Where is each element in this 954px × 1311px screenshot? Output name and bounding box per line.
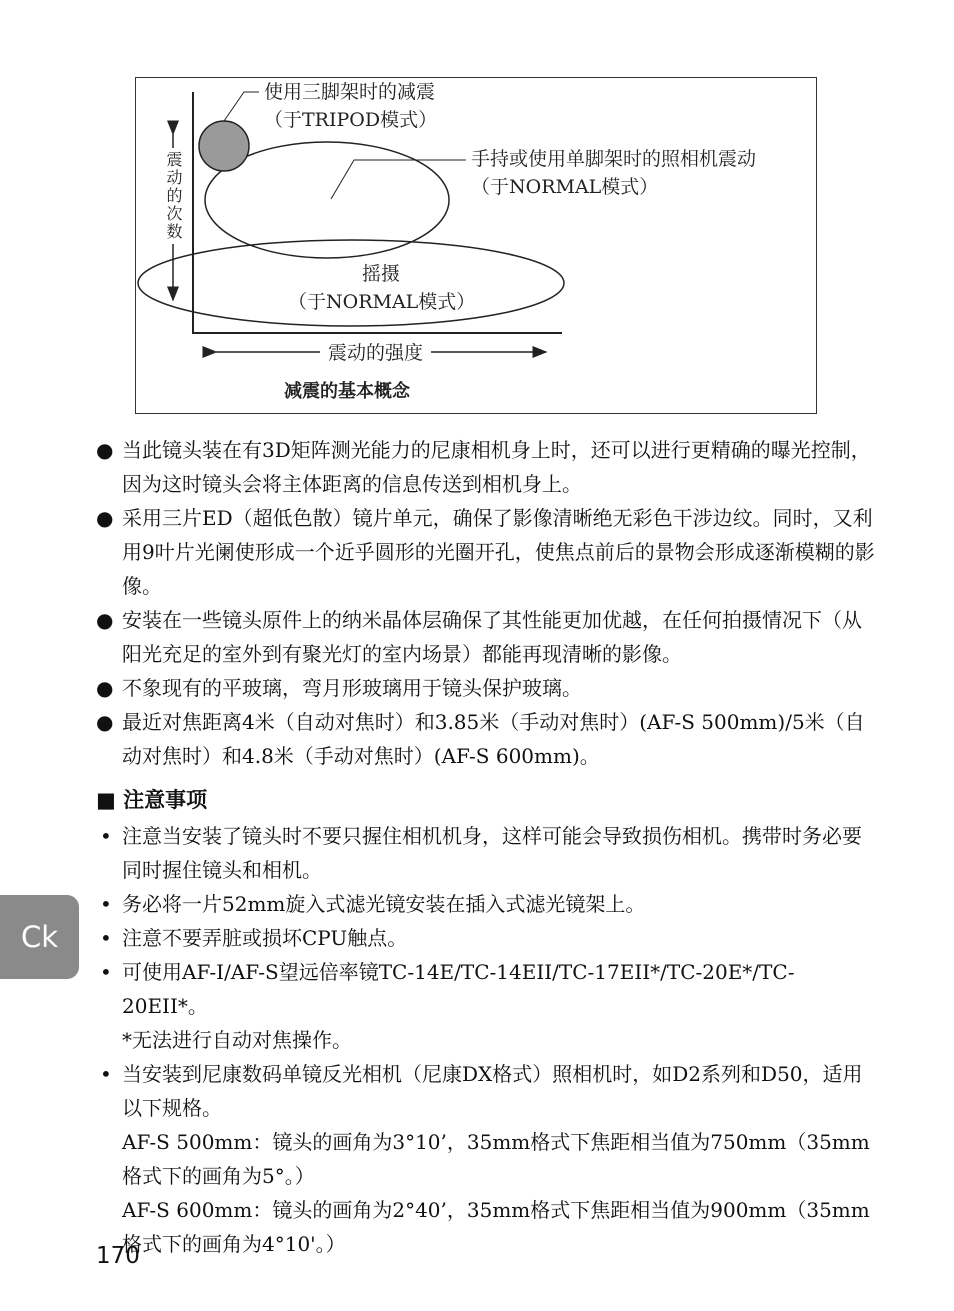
figure-caption: 减震的基本概念 <box>284 381 410 402</box>
bullet-icon: ● <box>96 506 114 530</box>
tripod-vr-circle <box>199 121 249 171</box>
notes-heading: ■ 注意事项 <box>96 788 208 812</box>
language-tab: Ck <box>0 895 79 979</box>
tripod-label-line2: （于TRIPOD模式） <box>264 109 438 131</box>
tripod-leader-line <box>224 92 259 121</box>
x-axis-label: 震动的强度 <box>320 338 431 365</box>
dot-icon: • <box>100 1062 112 1086</box>
bullet-icon: ● <box>96 710 114 734</box>
bullet-icon: ● <box>96 676 114 700</box>
tripod-label-line1: 使用三脚架时的减震 <box>264 81 436 103</box>
note-item <box>96 921 876 955</box>
note-text: 可使用AF-I/AF-S望远倍率镜TC-14E/TC-14EII/TC-17EII*/TC-20E*/TC-20EII*。 <box>122 960 795 1018</box>
dot-icon: • <box>100 824 112 848</box>
body-text <box>96 433 876 1261</box>
page-number: 170 <box>96 1243 140 1269</box>
dot-icon: • <box>100 926 112 950</box>
feature-bullet <box>96 433 876 501</box>
bullet-text: 安装在一些镜头原件上的纳米晶体层确保了其性能更加优越，在任何拍摄情况下（从阳光充足的室外到有聚光灯的室内场景）都能再现清晰的影像。 <box>122 608 862 666</box>
note-item <box>96 819 876 887</box>
teleconverter-footnote: *无法进行自动对焦操作。 <box>122 1028 352 1052</box>
note-item <box>96 887 876 921</box>
panning-label-line2: （于NORMAL模式） <box>288 291 476 313</box>
spec-600mm: AF-S 600mm：镜头的画角为2°40’，35mm格式下焦距相当值为900mm（35mm格式下的画角为4°10'。） <box>122 1198 870 1256</box>
feature-bullet <box>96 501 876 603</box>
dot-icon: • <box>100 960 112 984</box>
vr-concept-diagram <box>135 77 817 414</box>
handheld-label-line1: 手持或使用单脚架时的照相机震动 <box>471 148 757 170</box>
diagram-graphics <box>136 78 818 415</box>
bullet-text: 最近对焦距离4米（自动对焦时）和3.85米（手动对焦时）(AF-S 500mm)/5米（自动对焦时）和4.8米（手动对焦时）(AF-S 600mm)。 <box>122 710 865 768</box>
feature-bullet <box>96 705 876 773</box>
bullet-text: 当此镜头装在有3D矩阵测光能力的尼康相机身上时，还可以进行更精确的曝光控制，因为这时镜头会将主体距离的信息传送到相机身上。 <box>122 438 871 496</box>
note-item <box>96 1057 876 1125</box>
note-item <box>96 955 876 1023</box>
handheld-leader-line <box>331 160 466 199</box>
note-text: 注意不要弄脏或损坏CPU触点。 <box>122 926 408 950</box>
note-text: 当安装到尼康数码单镜反光相机（尼康DX格式）照相机时，如D2系列和D50，适用以下规格。 <box>122 1062 863 1120</box>
note-text: 注意当安装了镜头时不要只握住相机机身，这样可能会导致损伤相机。携带时务必要同时握住镜头和相机。 <box>122 824 862 882</box>
bullet-icon: ● <box>96 608 114 632</box>
feature-bullet <box>96 603 876 671</box>
bullet-icon: ● <box>96 438 114 462</box>
note-text: 务必将一片52mm旋入式滤光镜安装在插入式滤光镜架上。 <box>122 892 646 916</box>
spec-500mm: AF-S 500mm：镜头的画角为3°10’，35mm格式下焦距相当值为750mm（35mm格式下的画角为5°。） <box>122 1130 870 1188</box>
dot-icon: • <box>100 892 112 916</box>
handheld-label-line2: （于NORMAL模式） <box>471 176 659 198</box>
bullet-text: 不象现有的平玻璃，弯月形玻璃用于镜头保护玻璃。 <box>122 676 582 700</box>
feature-bullet <box>96 671 876 705</box>
bullet-text: 采用三片ED（超低色散）镜片单元，确保了影像清晰绝无彩色干涉边纹。同时，又利用9叶片光阑使形成一个近乎圆形的光圈开孔，使焦点前后的景物会形成逐渐模糊的影像。 <box>122 506 875 598</box>
y-axis-label: 震动的次数 <box>164 148 182 244</box>
panning-label-line1: 摇摄 <box>362 263 401 285</box>
